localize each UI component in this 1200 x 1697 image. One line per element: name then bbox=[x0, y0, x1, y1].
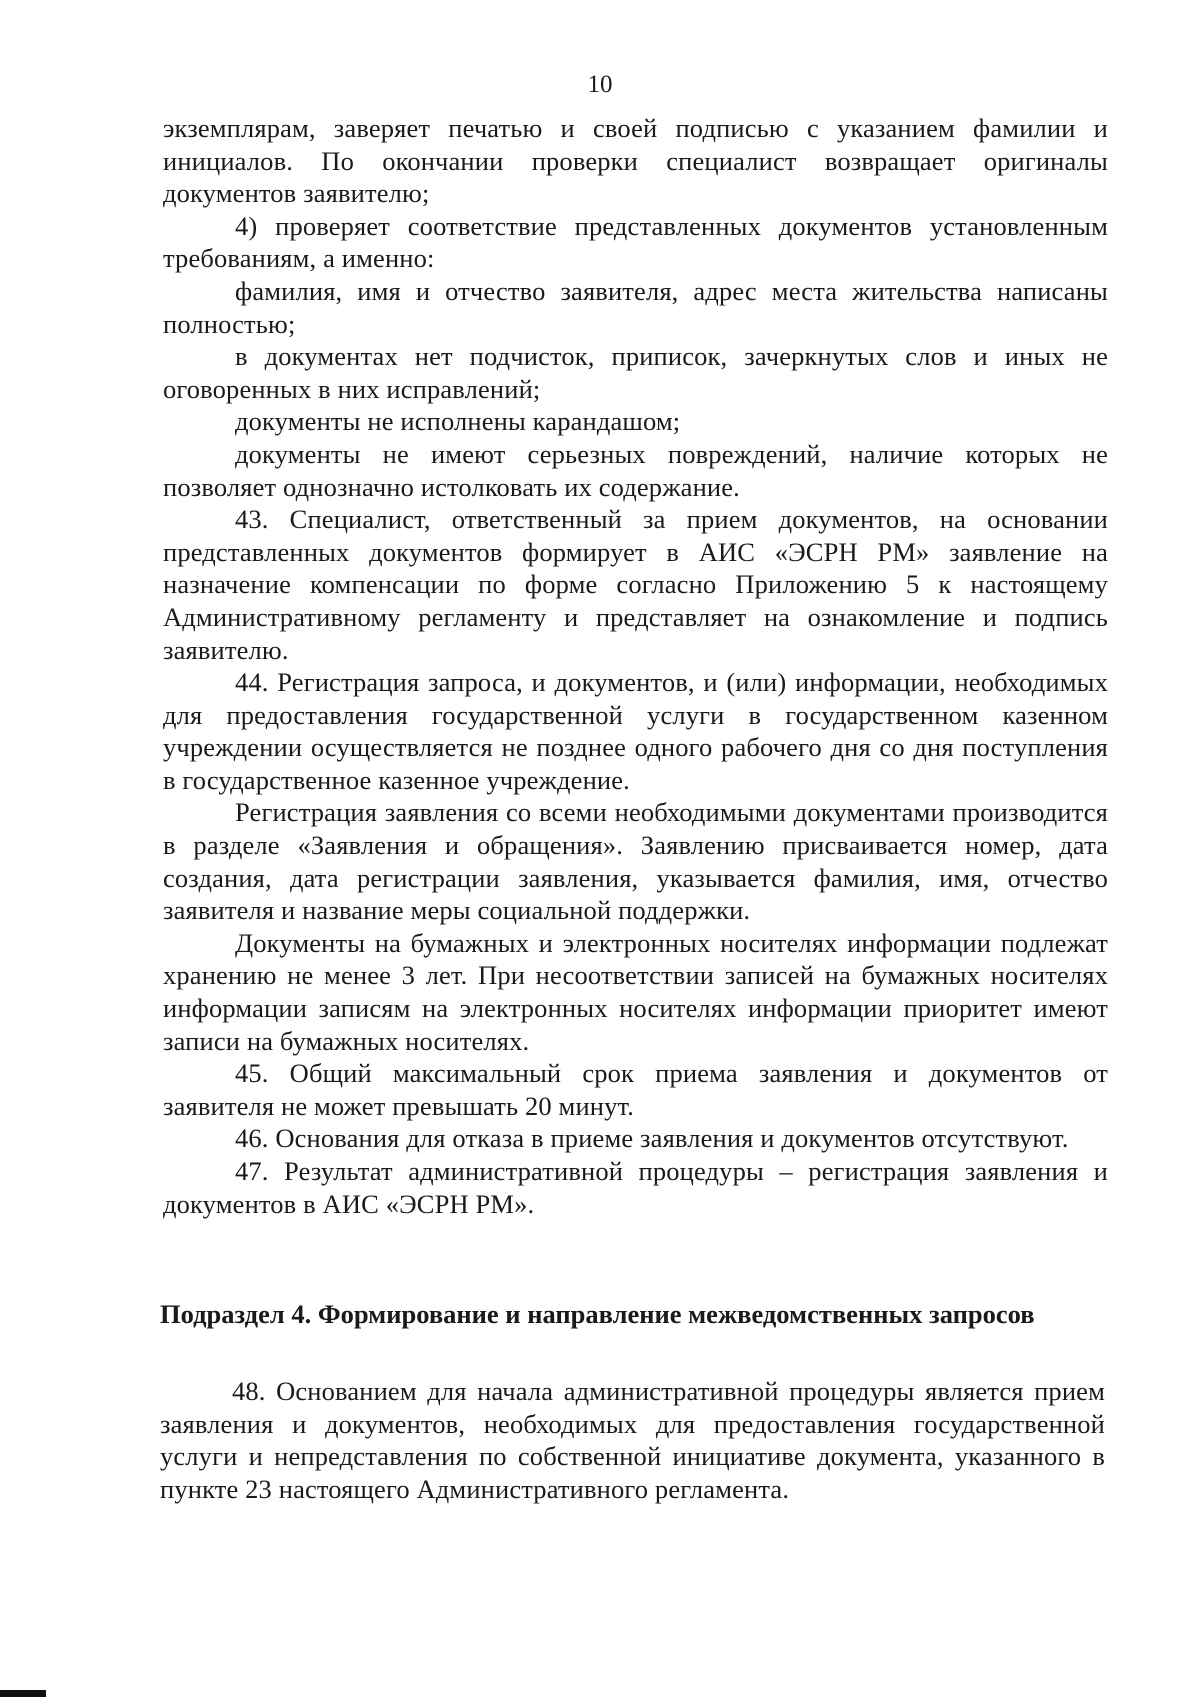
paragraph: документы не исполнены карандашом; bbox=[235, 406, 681, 437]
main-text-block bbox=[163, 112, 1108, 1220]
paragraph-clause-46: 46. Основания для отказа в приеме заявления и документов отсутствуют. bbox=[235, 1123, 1069, 1154]
paragraph: 4) проверяет соответствие представленных документов установленным требованиям, а именно: bbox=[163, 210, 1108, 274]
paragraph: в документах нет подчисток, приписок, зачеркнутых слов и иных не оговоренных в них исправлений; bbox=[163, 341, 1108, 404]
paragraph: фамилия, имя и отчество заявителя, адрес места жительства написаны полностью; bbox=[163, 275, 1108, 339]
paragraph: Регистрация заявления со всеми необходимыми документами производится в разделе «Заявления и обращения». Заявлению присваивается номер, дата создания, дата регистрации заявления, указывается фамилия, имя, отчество заявителя и название меры социальной поддержки. bbox=[163, 797, 1108, 926]
paragraph-clause-47: 47. Результат административной процедуры – регистрация заявления и документов в АИС «ЭСРН РМ». bbox=[163, 1156, 1108, 1219]
paragraph: экземплярам, заверяет печатью и своей подписью с указанием фамилии и инициалов. По окончании проверки специалист возвращает оригиналы документов заявителю; bbox=[163, 113, 1108, 209]
paragraph-clause-45: 45. Общий максимальный срок приема заявления и документов от заявителя не может превышать 20 минут. bbox=[163, 1058, 1108, 1121]
paragraph: документы не имеют серьезных повреждений, наличие которых не позволяет однозначно истолковать их содержание. bbox=[163, 438, 1108, 502]
paragraph: Документы на бумажных и электронных носителях информации подлежат хранению не менее 3 лет. При несоответствии записей на бумажных носителях информации записям на электронных носителях информации приоритет имеют записи на бумажных носителях. bbox=[163, 927, 1108, 1056]
subsection-text-block bbox=[160, 1375, 1105, 1505]
paragraph-clause-43: 43. Специалист, ответственный за прием документов, на основании представленных документов формирует в АИС «ЭСРН РМ» заявление на назначение компенсации по форме согласно Приложению 5 к настоящему Административному регламенту и представляет на ознакомление и подпись заявителю. bbox=[163, 504, 1108, 665]
paragraph-clause-48: 48. Основанием для начала административной процедуры является прием заявления и документов, необходимых для предоставления государственной услуги и непредставления по собственной инициативе документа, указанного в пункте 23 настоящего Административного регламента. bbox=[160, 1376, 1105, 1504]
paragraph-clause-44: 44. Регистрация запроса, и документов, и (или) информации, необходимых для предоставления государственной услуги в государственном казенном учреждении осуществляется не позднее одного рабочего дня со дня поступления в государственное казенное учреждение. bbox=[163, 667, 1108, 795]
scan-edge-mark bbox=[0, 1690, 46, 1697]
subsection-heading: Подраздел 4. Формирование и направление межведомственных запросов bbox=[160, 1299, 1035, 1329]
page-number: 10 bbox=[587, 71, 613, 98]
